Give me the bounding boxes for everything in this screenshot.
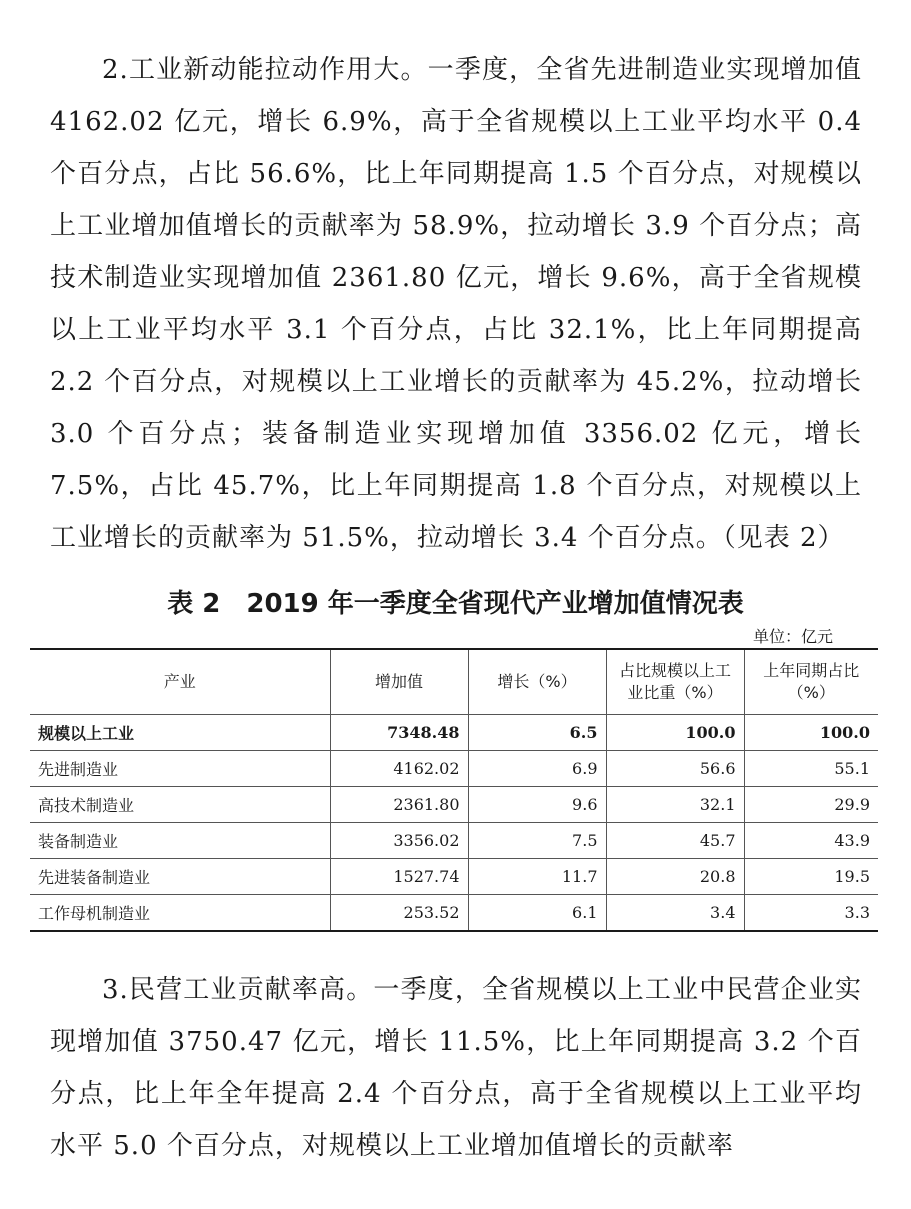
row-prev-share: 43.9 (744, 823, 878, 859)
section-2-paragraph (50, 44, 862, 564)
row-share: 3.4 (606, 895, 744, 932)
row-value-added: 4162.02 (330, 751, 468, 787)
table-row (30, 715, 878, 751)
table-row (30, 787, 878, 823)
section-3-paragraph (50, 964, 862, 1172)
header-prev-share: 上年同期占比（%） (744, 649, 878, 715)
row-value-added: 3356.02 (330, 823, 468, 859)
row-growth: 6.5 (468, 715, 606, 751)
row-industry-name: 先进装备制造业 (30, 859, 330, 895)
row-growth: 11.7 (468, 859, 606, 895)
row-value-added: 253.52 (330, 895, 468, 932)
header-value-added: 增加值 (330, 649, 468, 715)
row-growth: 9.6 (468, 787, 606, 823)
row-prev-share: 3.3 (744, 895, 878, 932)
table-row (30, 751, 878, 787)
row-prev-share: 100.0 (744, 715, 878, 751)
row-share: 32.1 (606, 787, 744, 823)
table-unit-label: 单位：亿元 (752, 627, 833, 646)
table-row (30, 895, 878, 932)
section-2-text: 2.工业新动能拉动作用大。一季度，全省先进制造业实现增加值 4162.02 亿元，增长 6.9%，高于全省规模以上工业平均水平 0.4 个百分点，占比 56.6%，比上年同期提高 1.5 个百分点，对规模以上工业增加值增长的贡献率为 58.9%，拉动增长 3.9 个百分点；高技术制造业实现增加值 2361.80 亿元，增长 9.6%，高于全省规模以上工业平均水平 3.1 个百分点，占比 32.1%，比上年同期提高 2.2 个百分点，对规模以上工业增长的贡献率为 45.2%，拉动增长 3.0 个百分点；装备制造业实现增加值 3356.02 亿元，增长 7.5%，占比 45.7%，比上年同期提高 1.8 个百分点，对规模以上工业增长的贡献率为 51.5%，拉动增长 3.4 个百分点。（见表 2） (50, 55, 862, 553)
row-prev-share: 55.1 (744, 751, 878, 787)
row-industry-name: 规模以上工业 (30, 715, 330, 751)
row-share: 56.6 (606, 751, 744, 787)
section-3-text: 3.民营工业贡献率高。一季度，全省规模以上工业中民营企业实现增加值 3750.47 亿元，增长 11.5%，比上年同期提高 3.2 个百分点，比上年全年提高 2.4 个百分点，高于全省规模以上工业平均水平 5.0 个百分点，对规模以上工业增加值增长的贡献率 (50, 975, 862, 1161)
row-growth: 7.5 (468, 823, 606, 859)
row-industry-name: 高技术制造业 (30, 787, 330, 823)
table-row (30, 823, 878, 859)
row-share: 45.7 (606, 823, 744, 859)
row-value-added: 7348.48 (330, 715, 468, 751)
header-industry: 产业 (30, 649, 330, 715)
table-header-row (30, 649, 878, 715)
row-growth: 6.9 (468, 751, 606, 787)
industry-value-added-table (30, 648, 878, 932)
row-share: 20.8 (606, 859, 744, 895)
row-industry-name: 工作母机制造业 (30, 895, 330, 932)
row-value-added: 2361.80 (330, 787, 468, 823)
row-growth: 6.1 (468, 895, 606, 932)
row-prev-share: 19.5 (744, 859, 878, 895)
row-industry-name: 先进制造业 (30, 751, 330, 787)
row-share: 100.0 (606, 715, 744, 751)
row-value-added: 1527.74 (330, 859, 468, 895)
header-share: 占比规模以上工业比重（%） (606, 649, 744, 715)
table-row (30, 859, 878, 895)
header-growth: 增长（%） (468, 649, 606, 715)
row-industry-name: 装备制造业 (30, 823, 330, 859)
table-2-title: 表 2 2019 年一季度全省现代产业增加值情况表 (167, 589, 744, 619)
row-prev-share: 29.9 (744, 787, 878, 823)
